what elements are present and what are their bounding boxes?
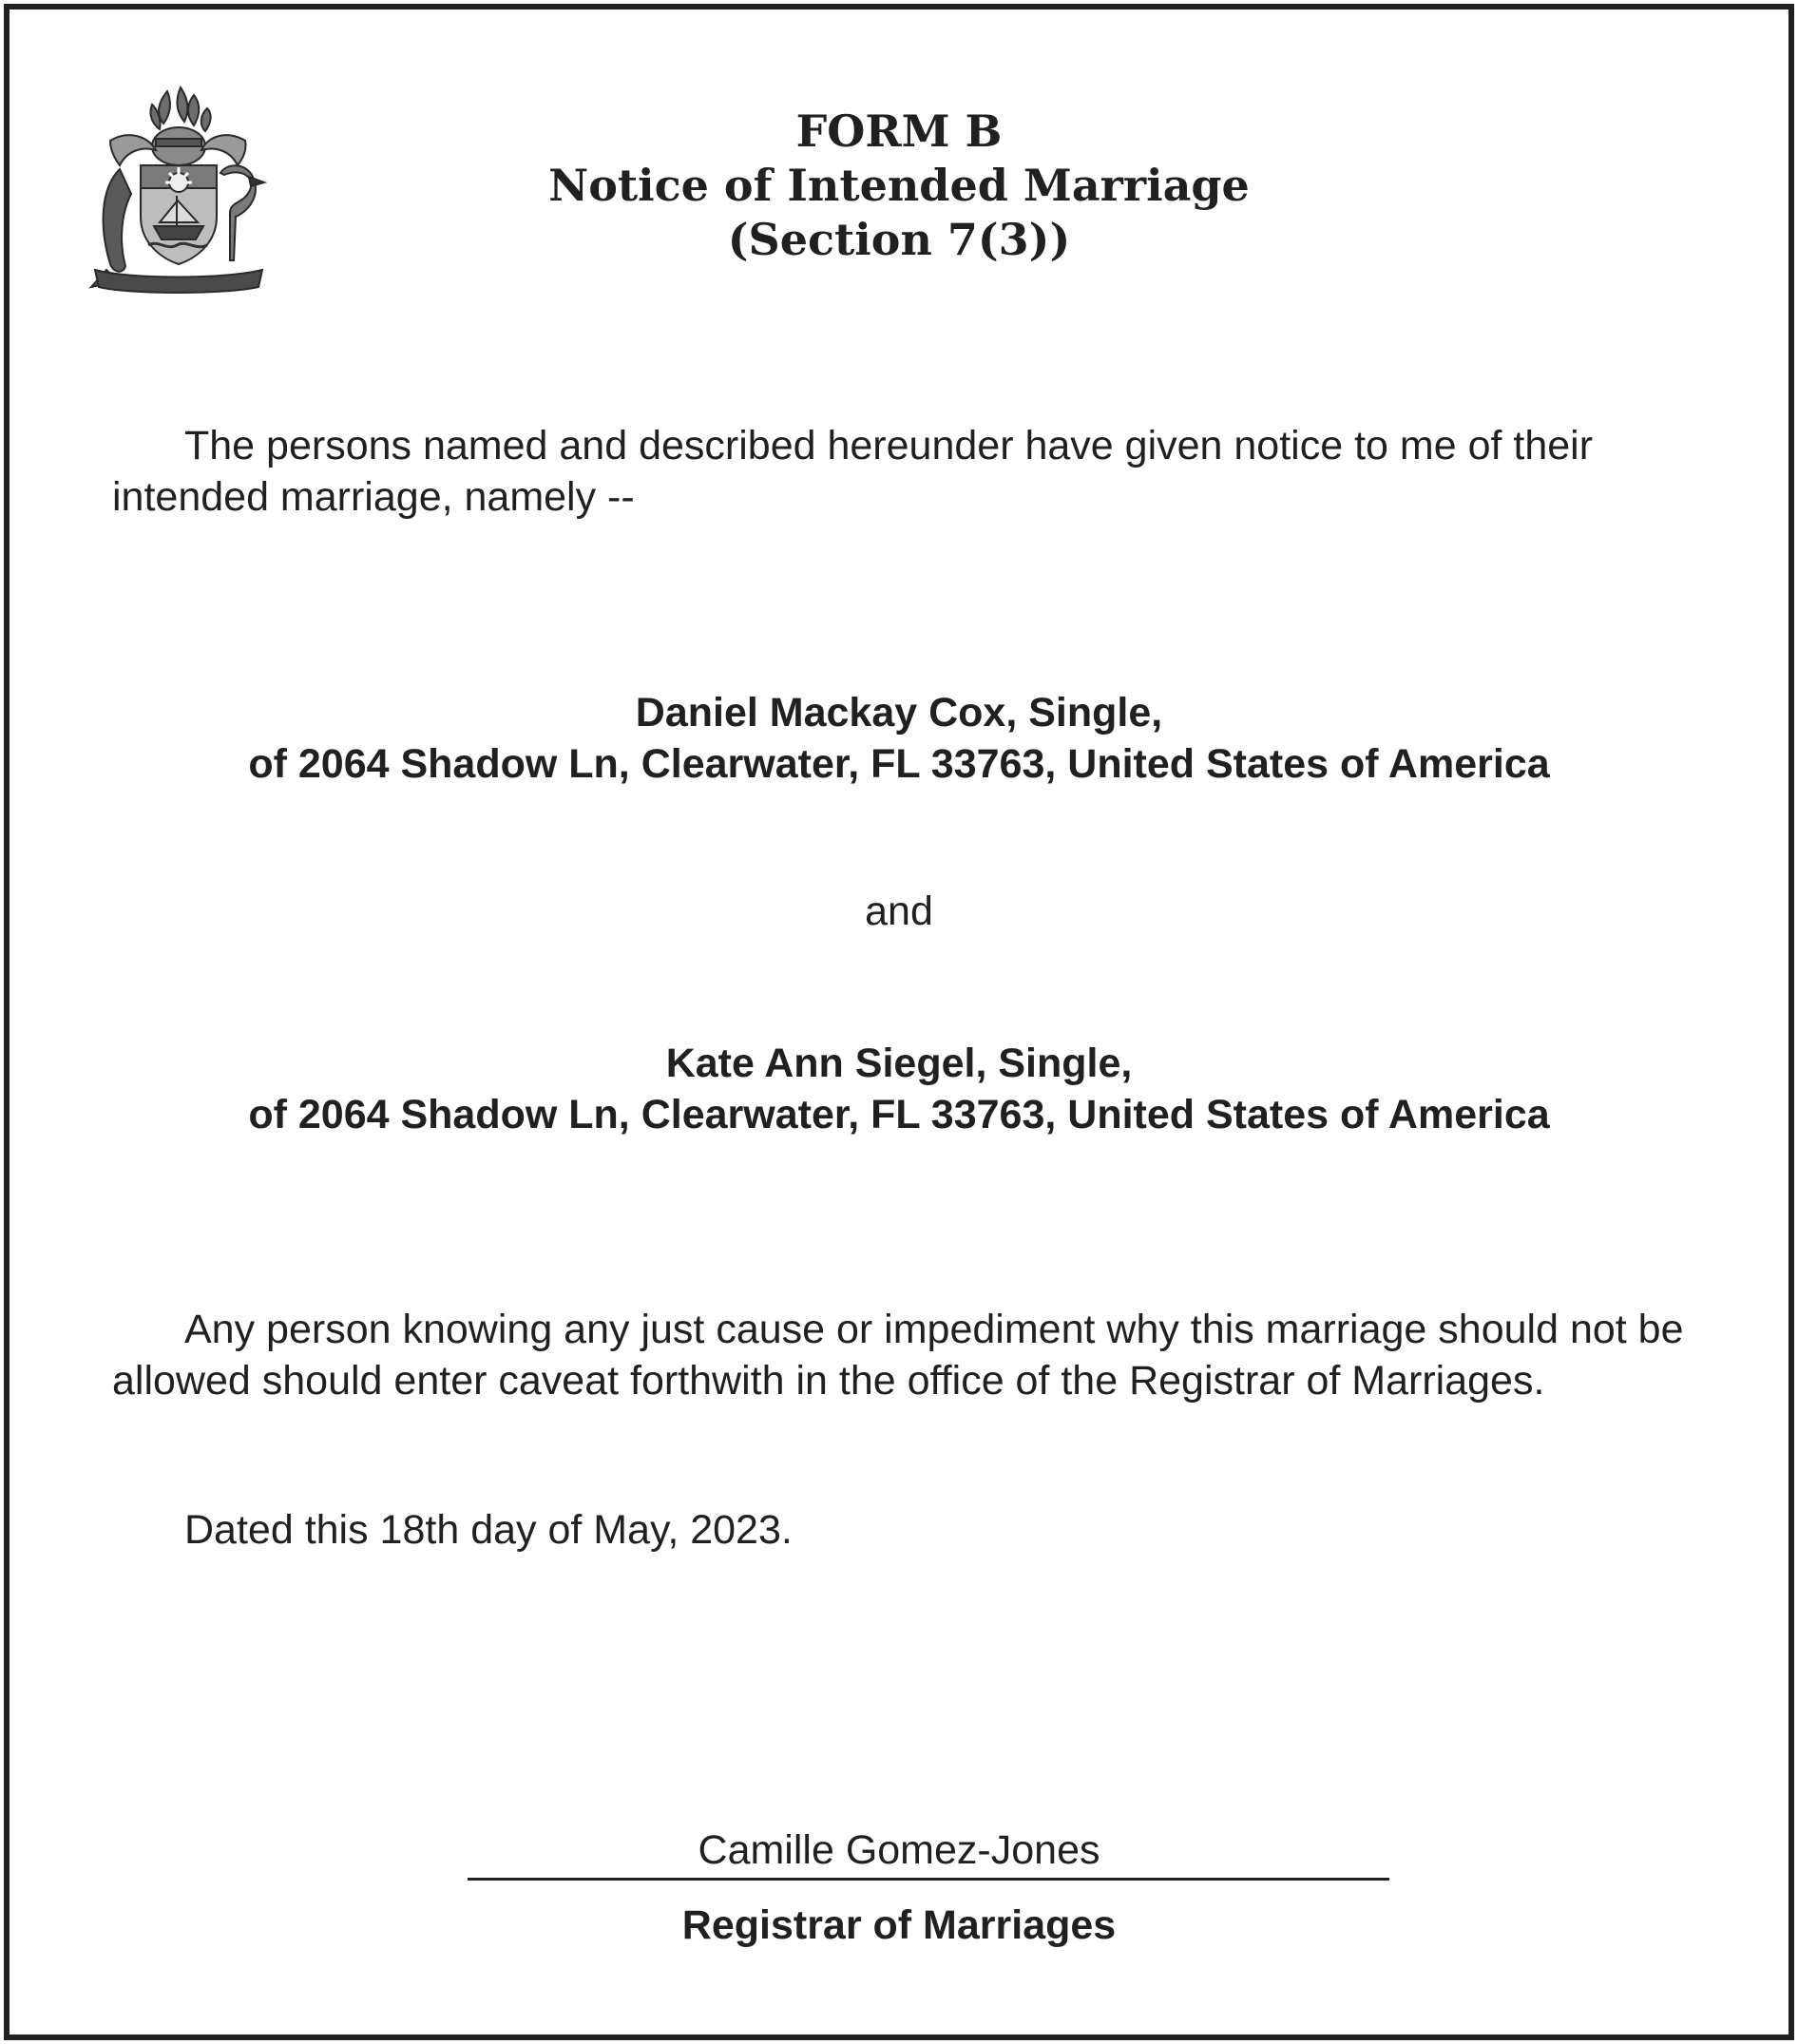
form-heading [10,105,1788,267]
party-address: of 2064 Shadow Ln, Clearwater, FL 33763, United States of America [248,741,1550,787]
conjunction-text: and [865,888,933,934]
party-name-status: Kate Ann Siegel, Single, [665,1041,1133,1086]
party-block [10,687,1788,790]
intro-paragraph: The persons named and described hereunder have given notice to me of their intended marriage, namely -- [112,423,1594,520]
form-label: FORM B [795,105,1003,157]
notice-frame [4,4,1794,2040]
dated-line: Dated this 18th day of May, 2023. [184,1507,793,1553]
party-name-status: Daniel Mackay Cox, Single, [635,690,1163,735]
caveat-paragraph: Any person knowing any just cause or impediment why this marriage should not be allowed should enter caveat forthwith in the office of the Registrar of Marriages. [112,1307,1684,1404]
signatory-name: Camille Gomez-Jones [698,1827,1100,1873]
signatory-title: Registrar of Marriages [681,1902,1117,1948]
form-title: Notice of Intended Marriage [548,160,1250,211]
signature-line [468,1878,1389,1881]
party-block [10,1038,1788,1140]
section-reference: (Section 7(3)) [727,214,1071,265]
party-address: of 2064 Shadow Ln, Clearwater, FL 33763, United States of America [248,1092,1550,1137]
